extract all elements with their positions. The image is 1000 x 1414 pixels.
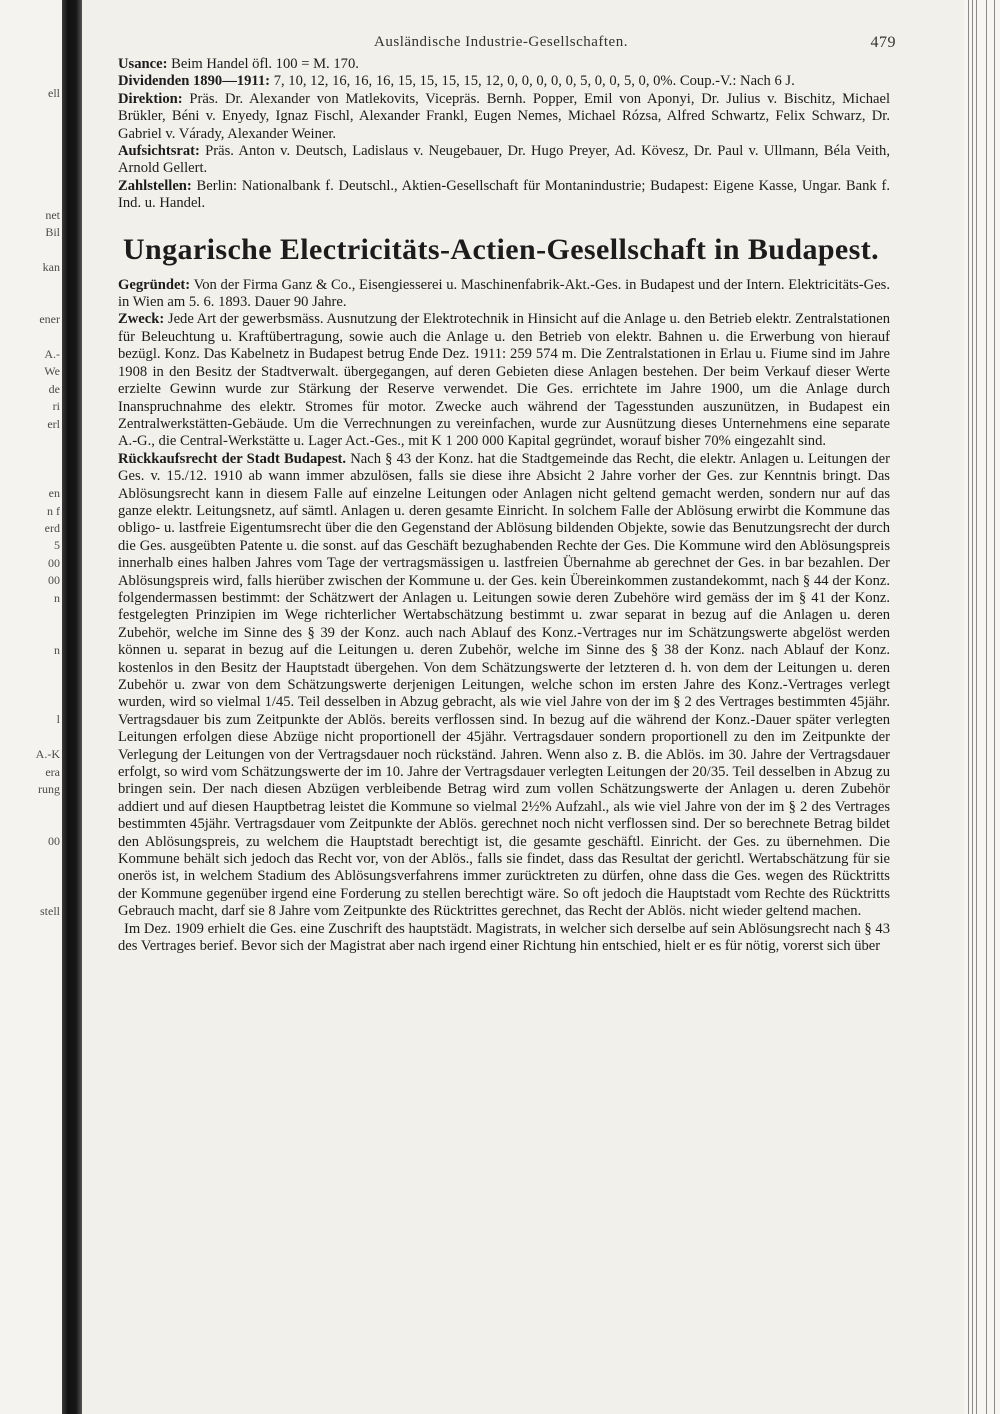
adjacent-page-fragment	[0, 0, 62, 1414]
running-head-title: Ausländische Industrie-Gesellschaften.	[374, 34, 628, 50]
adjacent-page-text: 5	[54, 538, 60, 553]
adjacent-page-text: era	[45, 764, 60, 779]
adjacent-page-text: l	[56, 712, 60, 727]
adjacent-page-text: stell	[40, 903, 60, 918]
paying-agents-paragraph: Zahlstellen: Berlin: Nationalbank f. Deutschl., Aktien-Gesellschaft für Montanindustrie; Budapest: Eigene Kasse, Ungar. Bank f. Ind. u. Handel.	[118, 177, 890, 212]
adjacent-page-text: rung	[38, 782, 60, 796]
supervisory-board-paragraph: Aufsichtsrat: Präs. Anton v. Deutsch, Ladislaus v. Neugebauer, Dr. Hugo Preyer, Ad. Kövesz, Dr. Paul v. Ullmann, Béla Veith, Arnold Gellert.	[118, 143, 890, 177]
adjacent-page-text: A.-	[44, 347, 60, 361]
running-head	[112, 34, 896, 56]
adjacent-page-text: ener	[39, 312, 60, 327]
page-edge	[964, 0, 1000, 1414]
magistrate-paragraph: Im Dez. 1909 erhielt die Ges. eine Zuschrift des hauptstädt. Magistrats, in welcher sich derselbe auf sein Ablösungsrecht nach § 43 des Vertrages berief. Bevor sich der Magistrat aber nach irgend einer Richtung hin entschied, hielt er es für nötig, vorerst sich über	[118, 920, 890, 955]
founded-paragraph: Gegründet: Von der Firma Ganz & Co., Eisengiesserei u. Maschinenfabrik-Akt.-Ges. in Budapest und der Intern. Elektricitäts-Ges. in Wien am 5. 6. 1893. Dauer 90 Jahre.	[118, 276, 890, 311]
prior-entry	[112, 56, 890, 213]
adjacent-page-text: ell	[48, 86, 60, 100]
company-title: Ungarische Electricitäts-Actien-Gesellschaft in Budapest.	[122, 232, 880, 266]
adjacent-page-text: en	[48, 486, 60, 501]
adjacent-page-text: We	[44, 364, 60, 379]
document-page	[112, 34, 896, 1404]
usance-paragraph: Usance: Beim Handel öfl. 100 = M. 170.	[118, 56, 359, 72]
adjacent-page-text: n	[54, 590, 60, 605]
adjacent-page-text: A.-K	[35, 747, 60, 762]
buyback-right-paragraph: Rückkaufsrecht der Stadt Budapest. Nach § 43 der Konz. hat die Stadtgemeinde das Recht, die elektr. Anlagen u. Leitungen der Ges. v. 15./12. 1910 ab wann immer abzulösen, falls sie diese ihre Absicht 2 Jahre vorher der Ges. zur Kenntnis bringt. Das Ablösungsrecht kann in diesem Falle auf einzelne Leitungen oder Anlagen nicht geltend gemacht werden, sondern nur auf das ganze elektr. Leitungsnetz, auf sämtl. Anlagen u. deren gesamte Einricht. In solchem Falle der Ablösung erwirbt die Kommune das obligo- u. lastfreie Eigentumsrecht über die den Gegenstand der Ablösung bildenden Objekte, sowie das Benutzungsrecht der durch die Ges. ausgeübten Patente u. die sonst. auf das Geschäft bezughabenden Rechte der Ges. Die Kommune wird den Ablösungspreis innerhalb eines halben Jahres vom Tage der vertragsmässigen u. lastfreien Übernahme ab gerechnet der Ges. in bar bezahlen. Der Ablösungspreis wird, falls hierüber zwischen der Kommune u. der Ges. kein Übereinkommen zustandekommt, nach § 44 der Konz. folgendermassen bestimmt: der Schätzwert der Anlagen u. Leitungen sowie deren Zubehöre wird gemäss der im § 41 der Konz. festgelegten Prinzipien im Wege richterlicher Wertabschätzung bestimmt u. zwar separat in bezug auf die Anlagen u. deren Zubehör, welche im Sinne des § 39 der Konz. auch nach Ablauf des Konz.-Vertrages nur im Schätzungswerte abgelöst werden können u. separat in bezug auf die Leitungen u. deren Zubehör, welche im Sinne des § 38 der Konz. nach Ablauf der Konz. kostenlos in den Besitz der Hauptstadt übergehen. Von dem Schätzungswerte der letzteren d. h. von dem der Leitungen u. deren Zubehör u. zwar von dem Schätzungswerte derjenigen Leitungen, welche schon im ersten Jahre des Konz.-Vertrages verlegt wurden, wird so vielmal 1/45. Teil desselben in Abzug gebracht, als wie viel Jahre von der im § 2 des Vertrages bestimmten 45jähr. Vertragsdauer bis zum Zeitpunkte der Ablös. bereits verflossen sind. In bezug auf die während der Konz.-Dauer später verlegten Leitungen erfolgen diese Abzüge nicht proportionell der 45jähr. Vertragsdauer sondern proportionell zu den im Zeitpunkte der Verlegung der Leitungen von der Vertragsdauer noch rückständ. Jahren. Wenn also z. B. die Ablös. im 30. Jahre der Vertragsdauer erfolgt, so wird vom Schätzungswerte der im 10. Jahre der Vertragsdauer verlegten Leitungen der 20/35. Teil desselben in Abzug zu bringen sein. Der nach diesen Abzügen verbleibende Betrag wird zum vollen Schätzungswerte der Anlagen u. deren Zubehör addiert und auf diesen Hauptbetrag leistet die Kommune so vielmal 2½% Aufzahl., als wie viel Jahre von der im § 2 des Vertrages bestimmten 45jähr. Vertragsdauer vom Zeitpunkte der Ablös. gerechnet noch nicht verflossen sind. Der so berechnete Betrag bildet den Ablösungspreis, zu welchem die Hauptstadt berechtigt ist, die gesamte geschäftl. Einricht. der Ges. zu übernehmen. Die Kommune behält sich jedoch das Recht vor, von der Ablös., falls sie findet, dass das Resultat der gerichtl. Wertabschätzung für sie onerös ist, in welchem Stadium des Ablösungsverfahrens immer zurücktreten zu dürfen, ohne dass die Ges. wegen des Rücktritts der Kommune gegenüber irgend eine Forderung zu stellen berechtigt wäre. So oft jedoch die Hauptstadt vom Rechte des Rücktritts Gebrauch macht, darf sie 8 Jahre vom Zeitpunkte des Rücktrittes gerechnet, das Recht der Ablös. nicht wieder geltend machen.	[118, 450, 890, 920]
adjacent-page-text: de	[48, 381, 60, 396]
page-number: 479	[870, 34, 896, 51]
adjacent-page-text: erd	[44, 521, 60, 535]
adjacent-page-text: Bil	[45, 225, 60, 240]
adjacent-page-text: 00	[48, 573, 60, 588]
company-entry	[112, 277, 890, 956]
adjacent-page-text: net	[45, 207, 60, 222]
dividends-paragraph: Dividenden 1890—1911: 7, 10, 12, 16, 16, 16, 15, 15, 15, 15, 12, 0, 0, 0, 0, 0, 5, 0, 0, 5, 0, 0%. Coup.-V.: Nach 6 J.	[118, 73, 795, 90]
book-gutter	[62, 0, 82, 1414]
adjacent-page-text: n	[54, 642, 60, 657]
adjacent-page-text: n f	[47, 503, 60, 518]
adjacent-page-text: kan	[42, 260, 60, 274]
adjacent-page-text: ri	[52, 399, 60, 414]
direction-paragraph: Direktion: Präs. Dr. Alexander von Matlekovits, Vicepräs. Bernh. Popper, Emil von Aponyi, Dr. Julius v. Bischitz, Michael Brükler, Béni v. Enyedy, Ignaz Fischl, Alexander Frankl, Eugen Nemes, Michael Rózsa, Alfred Schwartz, Felix Schwarz, Dr. Gabriel v. Várady, Alexander Weiner.	[118, 90, 890, 142]
purpose-paragraph: Zweck: Jede Art der gewerbsmäss. Ausnutzung der Elektrotechnik in Hinsicht auf die Anlage u. den Betrieb elektr. Zentralstationen für Beleuchtung u. Kraftübertragung, sowie auch die Anlage u. den Betrieb von elektr. Bahnen u. die Erwerbung von hierauf bezügl. Konz. Das Kabelnetz in Budapest betrug Ende Dez. 1911: 259 574 m. Die Zentralstationen in Erlau u. Fiume sind im Jahre 1908 in den Besitz der Stadtverwalt. übergegangen, auf deren Gebieten diese Anlagen bestehen. Der beim Verkauf dieser Werte erzielte Gewinn wurde zur Stärkung der Reserve verwendet. Die Ges. errichtete im Jahre 1900, um die Anlage durch Inanspruchnahme des elektr. Stromes für motor. Zwecke auch während der Tagesstunden auszunützen, in Budapest ein Zentralwerkstätten-Gebäude. Um die Verrechnungen zu vereinfachen, wurde zur Ausnützung dieses Unternehmens eine separate A.-G., die Central-Werkstätte u. Lager Act.-Ges., mit K 1 200 000 Kapital gegründet, worauf bisher 70% eingezahlt sind.	[118, 311, 890, 450]
adjacent-page-text: 00	[48, 834, 60, 849]
adjacent-page-text: 00	[48, 555, 60, 570]
adjacent-page-text: erl	[47, 416, 60, 431]
